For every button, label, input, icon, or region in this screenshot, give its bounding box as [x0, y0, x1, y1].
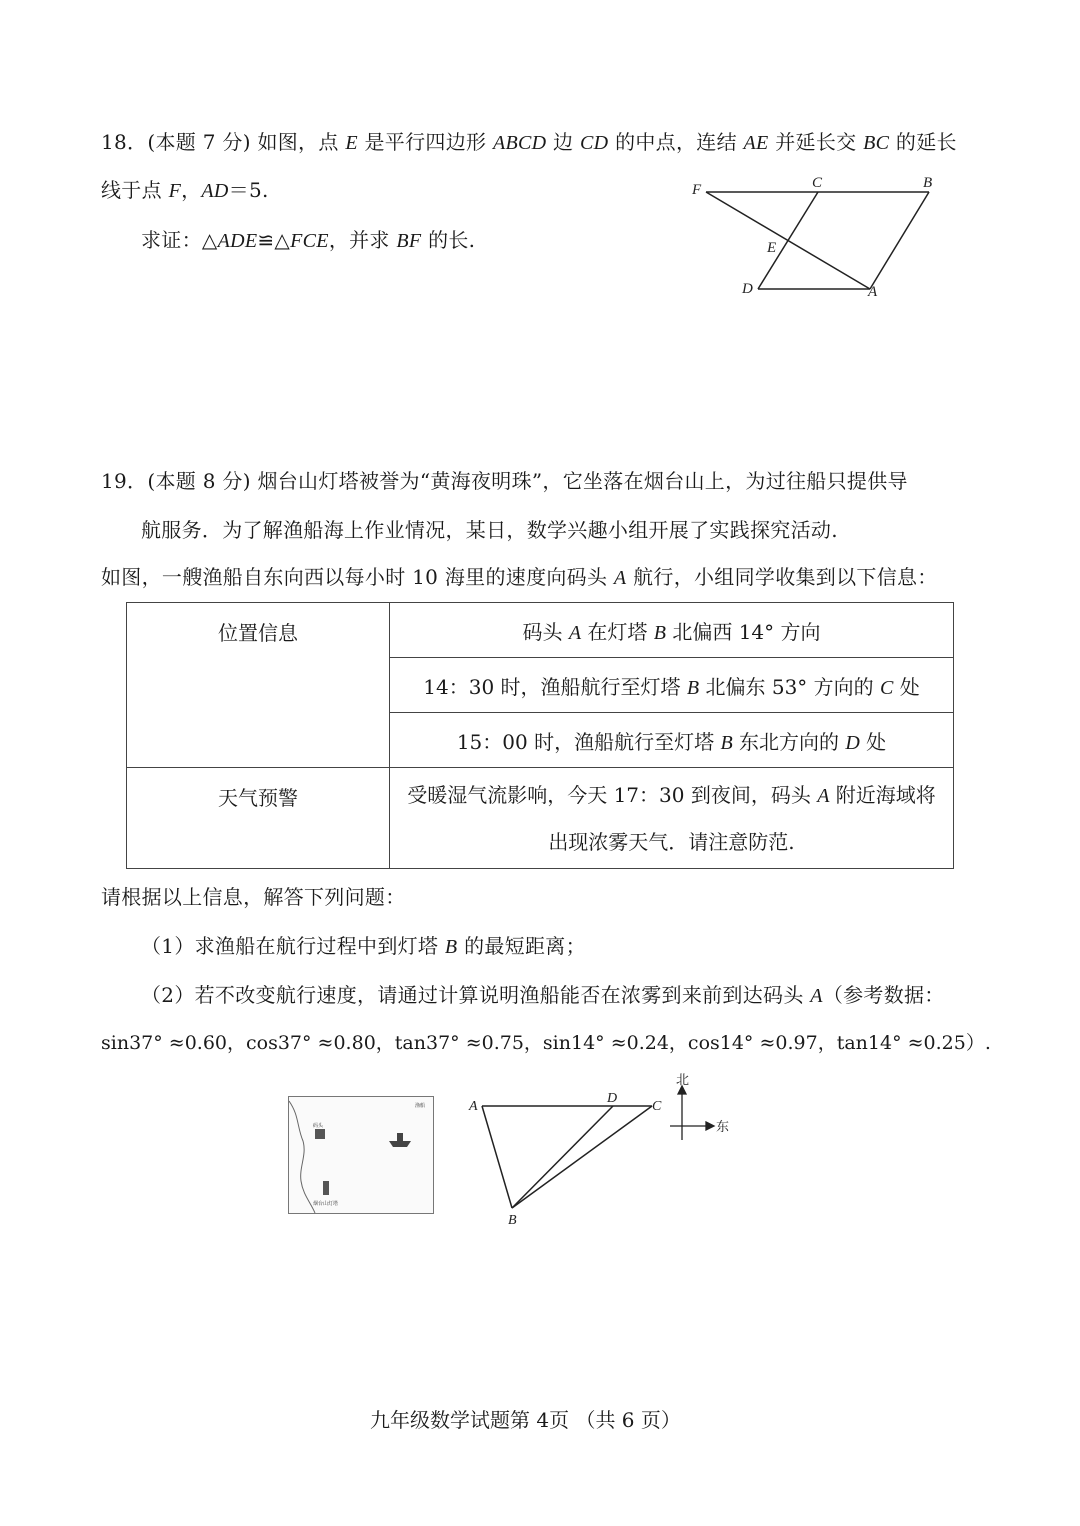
- lighthouse-icon: [323, 1181, 329, 1195]
- line-BA: [870, 192, 929, 289]
- triangle-figure: [462, 1078, 662, 1228]
- line-BD: [512, 1106, 613, 1208]
- map-drawing: [289, 1097, 433, 1213]
- table-key-position: 位置信息: [127, 603, 390, 768]
- info-table: [126, 602, 954, 869]
- label-F: F: [692, 182, 702, 198]
- line-FA: [706, 192, 870, 289]
- label-B: B: [923, 175, 933, 191]
- table-key-weather: 天气预警: [127, 768, 390, 869]
- q18-line1: 18．(本题 7 分) 如图，点 E 是平行四边形 ABCD 边 CD 的中点，连结 AE 并延长交 BC 的延长: [101, 130, 957, 154]
- compass-icon: [666, 1072, 742, 1144]
- pier-icon: [315, 1129, 325, 1139]
- ship-icon: [389, 1141, 411, 1147]
- table-cell-1430: 14：30 时，渔船航行至灯塔 B 北偏东 53° 方向的 C 处: [390, 658, 954, 713]
- label-B: B: [508, 1213, 517, 1228]
- table-cell-weather: 受暖湿气流影响，今天 17：30 到夜间，码头 A 附近海域将 出现浓雾天气．请注意防范.: [390, 768, 954, 869]
- map-label-lighthouse: 烟台山灯塔: [313, 1201, 339, 1207]
- q19-part2: （2）若不改变航行速度，请通过计算说明渔船能否在浓雾到来前到达码头 A（参考数据：: [141, 983, 945, 1007]
- label-E: E: [767, 240, 777, 256]
- table-cell-1500: 15：00 时，渔船航行至灯塔 B 东北方向的 D 处: [390, 713, 954, 768]
- label-A: A: [469, 1099, 478, 1114]
- line-BC: [512, 1106, 652, 1208]
- q19-line2: 航服务．为了解渔船海上作业情况，某日，数学兴趣小组开展了实践探究活动.: [141, 518, 838, 542]
- map-label-ship: 渔船: [415, 1103, 426, 1109]
- compass-east-label: 东: [716, 1120, 730, 1135]
- label-C: C: [812, 175, 823, 191]
- label-D: D: [607, 1091, 618, 1106]
- q19-part1: （1）求渔船在航行过程中到灯塔 B 的最短距离；: [141, 934, 586, 958]
- coastline: [289, 1101, 315, 1213]
- q19-ask: 请根据以上信息，解答下列问题：: [101, 885, 406, 909]
- map-illustration: [288, 1096, 434, 1214]
- page-footer: 九年级数学试题第 4页 （共 6 页）: [370, 1408, 681, 1432]
- q18-line2: 线于点 F，AD＝5.: [101, 178, 269, 202]
- parallelogram-figure: [686, 170, 946, 300]
- q19-line3: 如图，一艘渔船自东向西以每小时 10 海里的速度向码头 A 航行，小组同学收集到以下信息：: [101, 565, 938, 589]
- q18-proof-statement: 求证：△ADE≌△FCE，并求 BF 的长.: [141, 228, 476, 252]
- line-AB: [482, 1106, 512, 1208]
- compass-north-label: 北: [676, 1073, 690, 1088]
- label-C: C: [652, 1099, 662, 1114]
- label-A: A: [868, 284, 878, 300]
- q19-line1: 19．(本题 8 分) 烟台山灯塔被誉为“黄海夜明珠”，它坐落在烟台山上，为过往船只提供导: [101, 469, 908, 493]
- q19-reference-data: sin37° ≈0.60，cos37° ≈0.80，tan37° ≈0.75，sin14° ≈0.24，cos14° ≈0.97，tan14° ≈0.25）.: [101, 1032, 991, 1054]
- label-D: D: [742, 281, 753, 297]
- table-cell-pier: 码头 A 在灯塔 B 北偏西 14° 方向: [390, 603, 954, 658]
- map-label-pier: 码头: [313, 1123, 324, 1129]
